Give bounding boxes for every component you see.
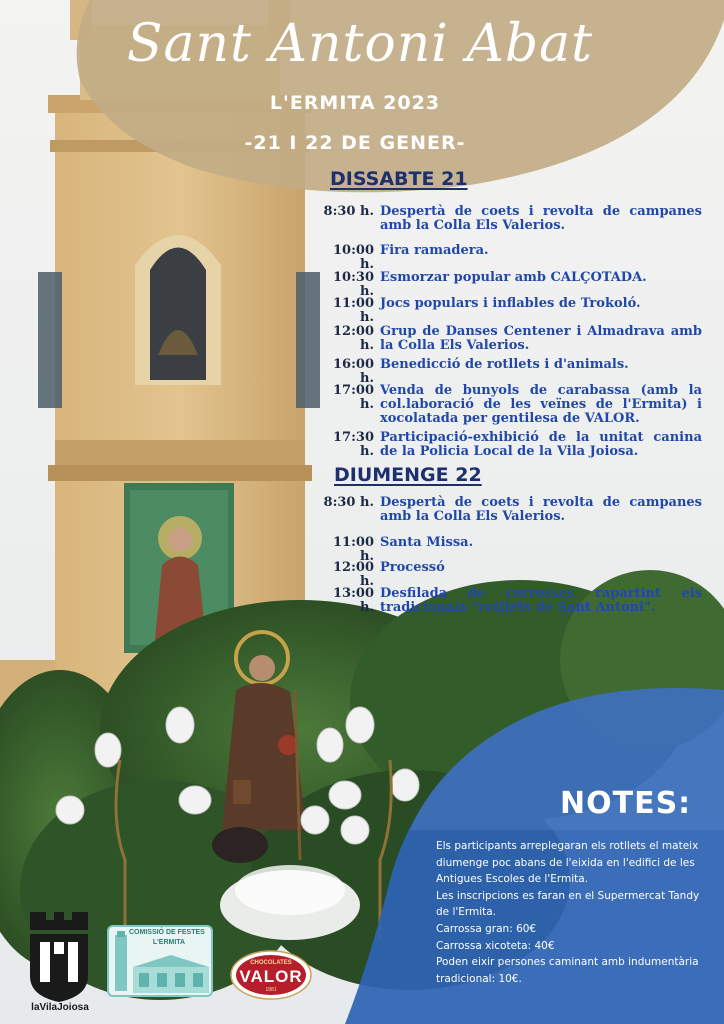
day-heading-sunday: DIUMENGE 22 [334,464,482,486]
valor-logo-year: 1881 [265,987,277,993]
schedule-time: 16:00 h. [333,357,374,386]
schedule-item [318,358,702,386]
event-dates: -21 I 22 DE GENER- [244,132,466,154]
schedule-item [318,536,702,564]
comissio-illustration [109,927,213,997]
schedule-time: 10:00 h. [333,243,374,272]
schedule-item [318,431,702,459]
valor-logo-small-text: CHOCOLATES [250,960,292,966]
schedule-item [318,561,702,589]
valor-logo-text: VALOR [239,967,303,986]
notes-line: Les inscripcions es faran en el Supermercat Tandy de l'Ermita. [436,889,700,919]
schedule-desc: Despertà de coets i revolta de campanes amb la Colla Els Valerios. [380,495,702,524]
schedule-desc: Benedicció de rotllets i d'animals. [380,357,629,372]
event-title: Sant Antoni Abat [126,14,594,74]
notes-line: Carrossa xicoteta: 40€ [436,939,555,952]
notes-line: Carrossa gran: 60€ [436,922,537,935]
schedule-desc: Fira ramadera. [380,243,489,258]
schedule-item [318,587,702,615]
comissio-subtitle: L'ERMITA [152,939,186,946]
schedule-item [318,205,702,233]
schedule-desc: Desfilada de carrosses rapartint els tradicionals "rotllets de Sant Antoni". [380,586,702,615]
notes-line: Poden eixir persones caminant amb indumentària tradicional: 10€. [436,956,699,985]
schedule-desc: Jocs populars i inflables de Trokoló. [380,296,641,311]
schedule-time: 10:30 h. [333,270,374,299]
comissio-title: COMISSIÓ DE FESTES [129,929,205,936]
schedule-desc: Grup de Danses Centener i Almadrava amb la Colla Els Valerios. [380,324,702,353]
schedule-desc: Santa Missa. [380,535,474,550]
notes-title: NOTES: [560,786,692,821]
event-subtitle: L'ERMITA 2023 [269,92,441,114]
comissio-festes-logo [107,925,213,997]
schedule-desc: Participació-exhibició de la unitat canina de la Policia Local de la Vila Joiosa. [380,430,702,459]
schedule-item [318,244,702,272]
schedule-item [318,496,702,524]
schedule-time: 12:00 h. [333,560,374,589]
schedule-time: 11:00 h. [333,535,374,564]
schedule-desc: Venda de bunyols de carabassa (amb la col.laboració de les veïnes de l'Ermita) i xocolatada per gentilesa de VALOR. [380,383,702,426]
schedule-item [318,384,702,426]
schedule-time: 13:00 h. [333,586,374,615]
schedule-desc: Processó [380,560,445,575]
schedule-item [318,325,702,353]
schedule-item [318,297,702,325]
schedule-time: 12:00 h. [333,324,374,353]
day-heading-saturday: DISSABTE 21 [330,168,468,190]
schedule-time: 8:30 h. [323,495,374,510]
schedule-time: 17:00 h. [333,383,374,412]
schedule-time: 8:30 h. [323,204,374,219]
schedule-item [318,271,702,299]
schedule-desc: Esmorzar popular amb CALÇOTADA. [380,270,647,285]
vila-joiosa-logo-text: laVilaJoiosa [31,1002,89,1013]
notes-line: Els participants arreplegaran els rotllets el mateix diumenge poc abans de l'eixida en l'edifici de les Antigues Escoles de l'Ermita. [436,840,699,886]
schedule-desc: Despertà de coets i revolta de campanes amb la Colla Els Valerios. [380,204,702,233]
schedule-time: 11:00 h. [333,296,374,325]
notes-body [436,838,710,987]
schedule-time: 17:30 h. [333,430,374,459]
